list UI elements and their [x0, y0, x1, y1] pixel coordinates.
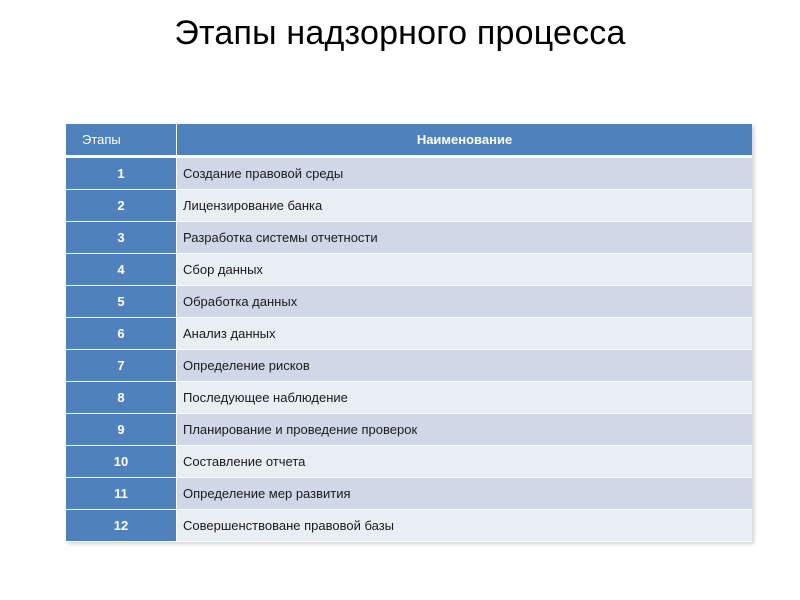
table-row: [66, 350, 752, 382]
stage-number: 7: [66, 350, 177, 382]
table-header-row: [66, 124, 752, 158]
stage-number: 6: [66, 318, 177, 350]
slide-title: Этапы надзорного процесса: [174, 14, 626, 52]
stage-number: 5: [66, 286, 177, 318]
stage-number: 9: [66, 414, 177, 446]
table-row: [66, 222, 752, 254]
stages-table: [66, 124, 752, 542]
column-header-name: Наименование: [177, 124, 752, 158]
stage-name: Обработка данных: [177, 286, 752, 318]
stage-name: Создание правовой среды: [177, 158, 752, 190]
table-row: [66, 286, 752, 318]
table-row: [66, 414, 752, 446]
stage-number: 2: [66, 190, 177, 222]
stage-name: Лицензирование банка: [177, 190, 752, 222]
column-header-stage: Этапы: [66, 124, 177, 158]
stage-name: Совершенствоване правовой базы: [177, 510, 752, 542]
stage-name: Сбор данных: [177, 254, 752, 286]
stage-name: Анализ данных: [177, 318, 752, 350]
stage-name: Составление отчета: [177, 446, 752, 478]
table-row: [66, 158, 752, 190]
table-row: [66, 190, 752, 222]
stage-number: 1: [66, 158, 177, 190]
stage-number: 10: [66, 446, 177, 478]
stage-number: 8: [66, 382, 177, 414]
table-row: [66, 446, 752, 478]
stage-name: Определение рисков: [177, 350, 752, 382]
stage-name: Определение мер развития: [177, 478, 752, 510]
table-row: [66, 510, 752, 542]
stage-name: Разработка системы отчетности: [177, 222, 752, 254]
table-row: [66, 478, 752, 510]
table-row: [66, 254, 752, 286]
stage-number: 12: [66, 510, 177, 542]
stage-number: 11: [66, 478, 177, 510]
table-row: [66, 318, 752, 350]
stage-name: Последующее наблюдение: [177, 382, 752, 414]
stage-name: Планирование и проведение проверок: [177, 414, 752, 446]
stage-number: 3: [66, 222, 177, 254]
table-row: [66, 382, 752, 414]
stage-number: 4: [66, 254, 177, 286]
